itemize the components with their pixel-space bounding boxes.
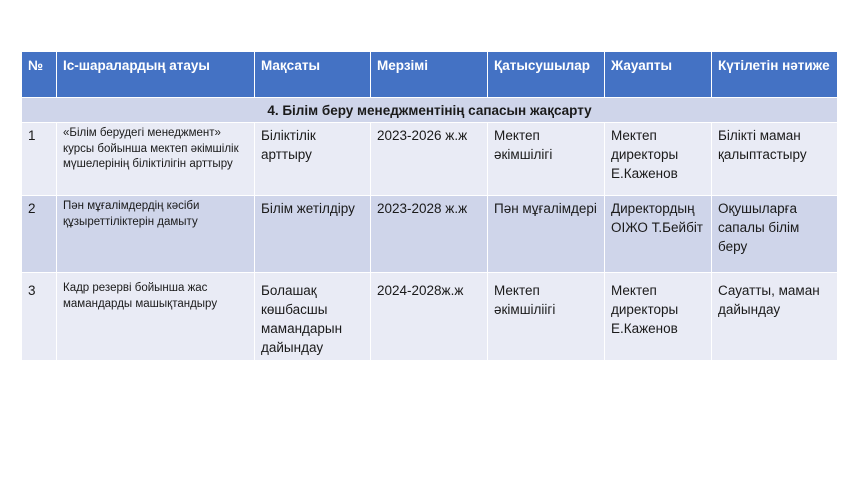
row-participants: Пән мұғалімдері	[488, 196, 605, 273]
row-term: 2023-2026 ж.ж	[371, 123, 488, 196]
row-expected-result: Білікті маман қалыптастыру	[712, 123, 838, 196]
row-participants: Мектеп әкімшіліігі	[488, 273, 605, 361]
header-number: №	[22, 52, 57, 98]
row-goal: Болашақ көшбасшы мамандарын дайындау	[255, 273, 371, 361]
table-header-row	[22, 52, 838, 98]
row-responsible: Мектеп директоры Е.Каженов	[605, 273, 712, 361]
row-goal: Білім жетілдіру	[255, 196, 371, 273]
table-row	[22, 273, 838, 361]
row-expected-result: Оқушыларға сапалы білім беру	[712, 196, 838, 273]
table-row	[22, 196, 838, 273]
action-plan-table	[21, 51, 838, 361]
row-responsible: Мектеп директоры Е.Каженов	[605, 123, 712, 196]
row-event-name: Кадр резерві бойынша жас мамандарды машықтандыру	[57, 273, 255, 361]
header-participants: Қатысушылар	[488, 52, 605, 98]
header-expected-result: Күтілетін нәтиже	[712, 52, 838, 98]
header-goal: Мақсаты	[255, 52, 371, 98]
row-number: 1	[22, 123, 57, 196]
row-number: 2	[22, 196, 57, 273]
row-term: 2024-2028ж.ж	[371, 273, 488, 361]
row-event-name: «Білім берудегі менеджмент» курсы бойынша мектеп әкімшілік мүшелерінің біліктілігін арттыру	[57, 123, 255, 196]
row-participants: Мектеп әкімшілігі	[488, 123, 605, 196]
row-number: 3	[22, 273, 57, 361]
row-expected-result: Сауатты, маман дайындау	[712, 273, 838, 361]
header-responsible: Жауапты	[605, 52, 712, 98]
row-goal: Біліктілік арттыру	[255, 123, 371, 196]
table-row	[22, 123, 838, 196]
section-title: 4. Білім беру менеджментінің сапасын жақсарту	[22, 98, 838, 123]
header-event-name: Іс-шаралардың атауы	[57, 52, 255, 98]
section-row	[22, 98, 838, 123]
row-responsible: Директордың ОІЖО Т.Бейбіт	[605, 196, 712, 273]
row-event-name: Пән мұғалімдердің кәсіби құзыреттіліктерін дамыту	[57, 196, 255, 273]
row-term: 2023-2028 ж.ж	[371, 196, 488, 273]
header-term: Мерзімі	[371, 52, 488, 98]
